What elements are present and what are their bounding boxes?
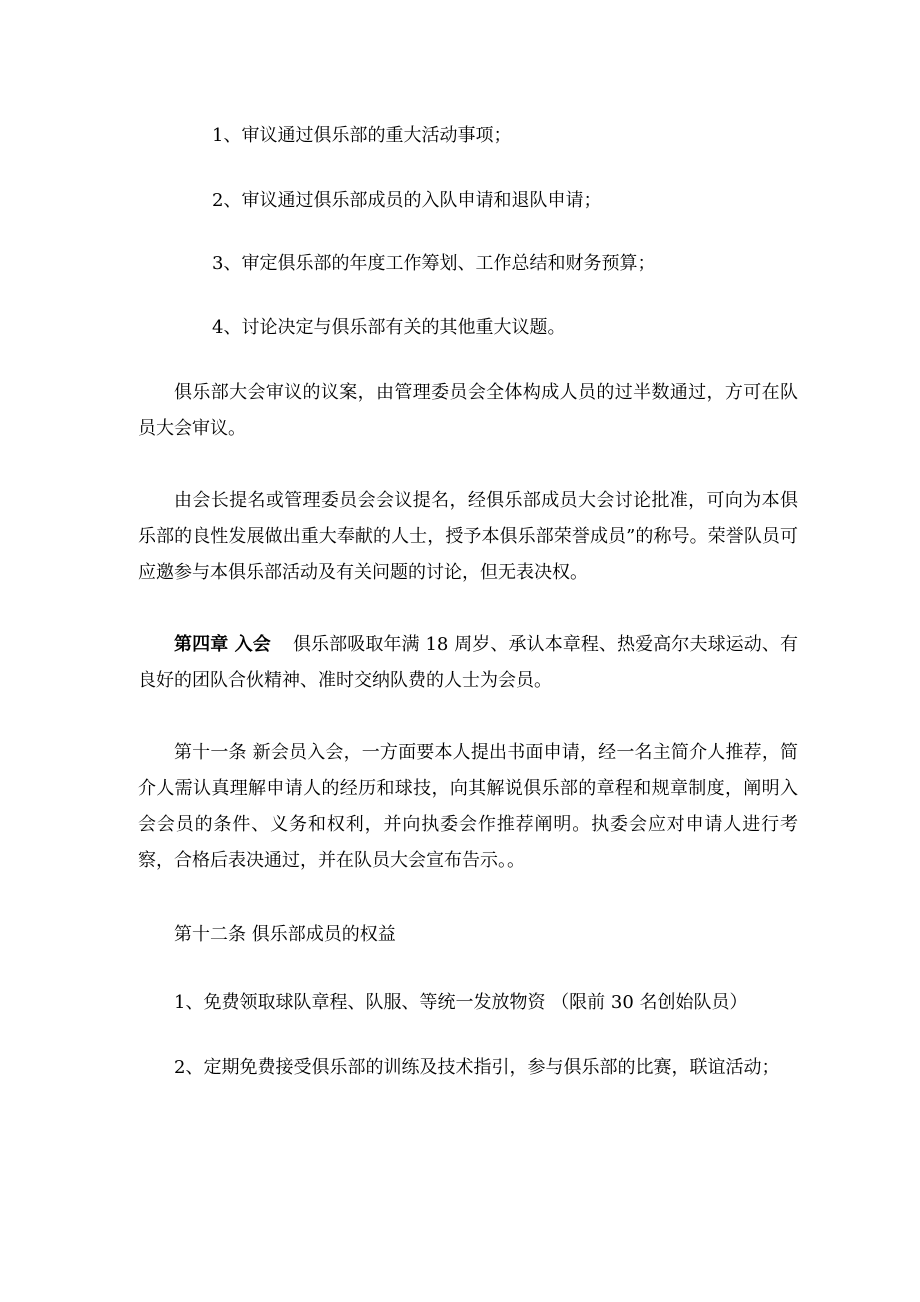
paragraph-chapter-four [138,627,798,699]
paragraph-article-eleven: 第十一条 新会员入会，一方面要本人提出书面申请，经一名主简介人推荐，简介人需认真理解申请人的经历和球技，向其解说俱乐部的章程和规章制度，阐明入会会员的条件、义务和权利，并向执委会作推荐阐明。执委会应对申请人进行考察，合格后表决通过，并在队员大会宣布告示。。 [138,742,798,871]
chapter-heading: 第四章 入会 [174,634,271,655]
list-item-1: 1、审议通过俱乐部的重大活动事项； [212,125,512,146]
paragraph-rights-2: 2、定期免费接受俱乐部的训练及技术指引，参与俱乐部的比赛，联谊活动； [174,1057,780,1078]
chapter-body: 俱乐部吸取年满 18 周岁、承认本章程、热爱高尔夫球运动、有良好的团队合伙精神、准时交纳队费的人士为会员。 [138,634,798,691]
list-item-4: 4、讨论决定与俱乐部有关的其他重大议题。 [212,317,566,338]
paragraph-rights-1: 1、免费领取球队章程、队服、等统一发放物资 （限前 30 名创始队员） [174,992,748,1013]
list-item-2: 2、审议通过俱乐部成员的入队申请和退队申请； [212,190,602,211]
list-item-3: 3、审定俱乐部的年度工作筹划、工作总结和财务预算； [212,253,656,274]
paragraph-article-twelve: 第十二条 俱乐部成员的权益 [174,924,396,945]
paragraph-honorary-member: 由会长提名或管理委员会会议提名，经俱乐部成员大会讨论批准，可向为本俱乐部的良性发展做出重大奉献的人士，授予本俱乐部荣誉成员”的称号。荣誉队员可应邀参与本俱乐部活动及有关问题的讨论，但无表决权。 [138,490,798,583]
paragraph-proposal-review: 俱乐部大会审议的议案，由管理委员会全体构成人员的过半数通过，方可在队员大会审议。 [138,382,798,439]
